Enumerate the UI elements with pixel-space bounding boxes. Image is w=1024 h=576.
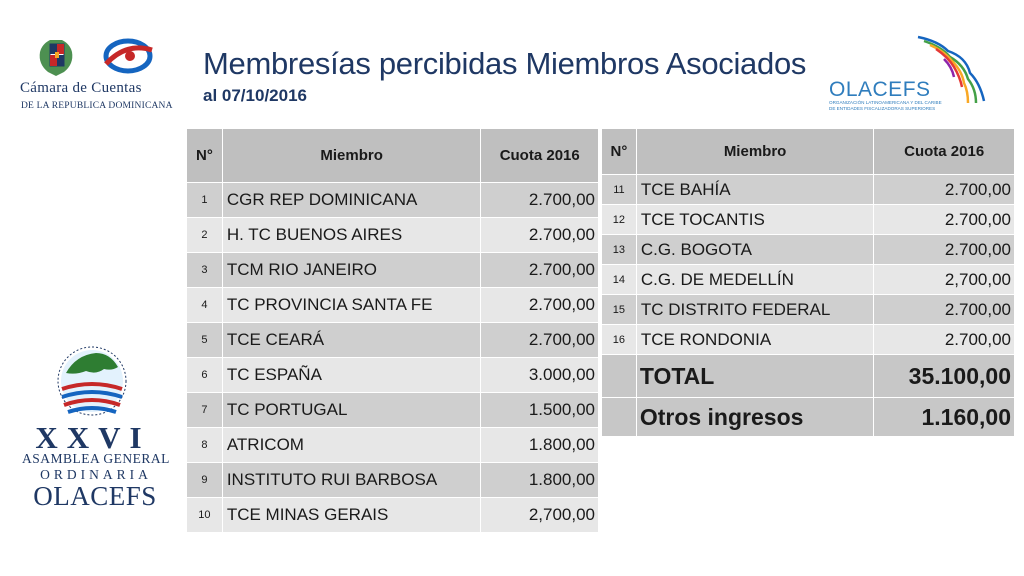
column-header-num: N° [602, 129, 637, 175]
camara-swoosh-icon [106, 41, 152, 71]
row-member: C.G. BOGOTA [636, 235, 874, 265]
row-member: TC PROVINCIA SANTA FE [222, 288, 481, 323]
row-member: TC PORTUGAL [222, 393, 481, 428]
row-num: 12 [602, 205, 637, 235]
members-table-right [601, 128, 1015, 437]
table-header [602, 129, 1015, 175]
olacefs-logo-tagline: ORGANIZACIÓN LATINOAMERICANA Y DEL CARIBE DE ENTIDADES FISCALIZADORAS SUPERIORES [829, 100, 942, 111]
row-member: INSTITUTO RUI BARBOSA [222, 463, 481, 498]
other-income-label: Otros ingresos [636, 398, 874, 437]
row-num: 6 [187, 358, 223, 393]
column-header-num: N° [187, 129, 223, 183]
table-row [187, 393, 599, 428]
row-fee: 2,700,00 [874, 265, 1015, 295]
table-row [187, 358, 599, 393]
row-fee: 2.700,00 [874, 175, 1015, 205]
row-fee: 3.000,00 [481, 358, 599, 393]
row-member: TCE CEARÁ [222, 323, 481, 358]
table-row [187, 183, 599, 218]
row-fee: 2,700,00 [481, 498, 599, 533]
row-num: 15 [602, 295, 637, 325]
table-row [187, 218, 599, 253]
other-income-row [602, 398, 1015, 437]
table-row [602, 205, 1015, 235]
row-fee: 2.700,00 [874, 235, 1015, 265]
row-fee: 2.700,00 [481, 323, 599, 358]
asamblea-emblem-icon [52, 345, 132, 425]
row-num: 10 [187, 498, 223, 533]
row-num: 3 [187, 253, 223, 288]
table-row [187, 323, 599, 358]
row-num: 2 [187, 218, 223, 253]
table-row [187, 288, 599, 323]
row-fee: 2.700,00 [481, 288, 599, 323]
table-row [187, 253, 599, 288]
column-header-fee: Cuota 2016 [481, 129, 599, 183]
page-subtitle: al 07/10/2016 [203, 86, 307, 105]
column-header-fee: Cuota 2016 [874, 129, 1015, 175]
row-fee: 2.700,00 [874, 295, 1015, 325]
table-row [602, 265, 1015, 295]
table-row [187, 498, 599, 533]
row-member: C.G. DE MEDELLÍN [636, 265, 874, 295]
table-row [602, 235, 1015, 265]
olacefs-logo-name: OLACEFS [829, 78, 931, 101]
row-num: 9 [187, 463, 223, 498]
total-spacer [602, 355, 637, 398]
row-member: TC DISTRITO FEDERAL [636, 295, 874, 325]
other-income-spacer [602, 398, 637, 437]
asamblea-line1: ASAMBLEA GENERAL [22, 451, 170, 466]
row-num: 16 [602, 325, 637, 355]
table-row [187, 428, 599, 463]
other-income-value: 1.160,00 [874, 398, 1015, 437]
row-member: TCM RIO JANEIRO [222, 253, 481, 288]
row-member: TC ESPAÑA [222, 358, 481, 393]
row-fee: 1.800,00 [481, 428, 599, 463]
row-fee: 1.500,00 [481, 393, 599, 428]
row-member: H. TC BUENOS AIRES [222, 218, 481, 253]
row-num: 1 [187, 183, 223, 218]
members-table-left [186, 128, 599, 533]
asamblea-org: OLACEFS [33, 481, 157, 511]
total-label: TOTAL [636, 355, 874, 398]
row-num: 7 [187, 393, 223, 428]
table-row [602, 295, 1015, 325]
row-fee: 2.700,00 [481, 183, 599, 218]
row-fee: 2.700,00 [874, 205, 1015, 235]
table-row [602, 175, 1015, 205]
total-value: 35.100,00 [874, 355, 1015, 398]
row-member: ATRICOM [222, 428, 481, 463]
row-fee: 2.700,00 [874, 325, 1015, 355]
table-header [187, 129, 599, 183]
table-row [187, 463, 599, 498]
asamblea-line2: ORDINARIA [40, 467, 152, 482]
row-fee: 1.800,00 [481, 463, 599, 498]
row-num: 8 [187, 428, 223, 463]
asamblea-number: XXVI [35, 420, 151, 455]
camara-subtitle: DE LA REPUBLICA DOMINICANA [21, 101, 173, 111]
row-num: 11 [602, 175, 637, 205]
row-member: CGR REP DOMINICANA [222, 183, 481, 218]
column-header-member: Miembro [636, 129, 874, 175]
row-fee: 2.700,00 [481, 218, 599, 253]
row-num: 5 [187, 323, 223, 358]
camara-name: Cámara de Cuentas [20, 80, 142, 96]
table-row [602, 325, 1015, 355]
row-fee: 2.700,00 [481, 253, 599, 288]
total-row [602, 355, 1015, 398]
page-title: Membresías percibidas Miembros Asociados [203, 46, 807, 81]
row-num: 13 [602, 235, 637, 265]
row-num: 14 [602, 265, 637, 295]
coat-of-arms-icon [40, 40, 73, 76]
row-member: TCE MINAS GERAIS [222, 498, 481, 533]
column-header-member: Miembro [222, 129, 481, 183]
row-member: TCE RONDONIA [636, 325, 874, 355]
row-member: TCE TOCANTIS [636, 205, 874, 235]
row-member: TCE BAHÍA [636, 175, 874, 205]
row-num: 4 [187, 288, 223, 323]
